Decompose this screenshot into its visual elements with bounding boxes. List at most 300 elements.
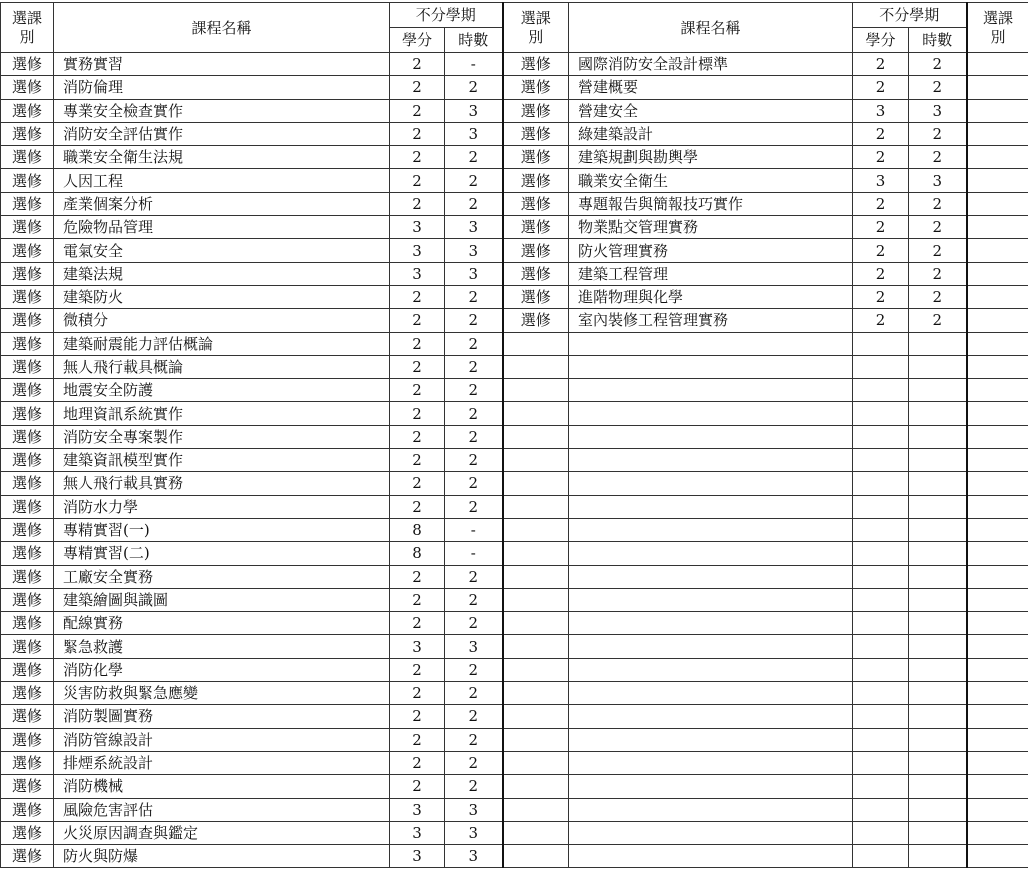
table-row [1,845,1028,868]
right-extra-type [967,821,1028,844]
table-row [1,239,1028,262]
left-course-hours: 2 [445,402,503,425]
left-course-hours: 3 [445,262,503,285]
right-extra-type [967,262,1028,285]
right-course-name [569,588,853,611]
table-row [1,309,1028,332]
right-course-credits [853,612,909,635]
left-course-type: 選修 [1,216,54,239]
right-course-name [569,635,853,658]
right-course-type [503,425,569,448]
left-course-credits: 2 [390,425,445,448]
left-course-name: 建築繪圖與識圖 [54,588,390,611]
right-extra-type [967,635,1028,658]
right-course-credits [853,775,909,798]
table-row [1,53,1028,76]
right-course-hours [909,821,967,844]
right-extra-type [967,705,1028,728]
left-course-name: 排煙系統設計 [54,751,390,774]
right-course-credits [853,682,909,705]
left-course-type: 選修 [1,845,54,868]
right-course-hours [909,518,967,541]
left-course-name: 消防安全專案製作 [54,425,390,448]
right-course-credits [853,565,909,588]
right-course-hours: 2 [909,262,967,285]
left-course-credits: 2 [390,122,445,145]
right-extra-type [967,682,1028,705]
right-course-name: 營建安全 [569,99,853,122]
left-course-type: 選修 [1,76,54,99]
left-course-type: 選修 [1,122,54,145]
left-course-type: 選修 [1,495,54,518]
right-course-type [503,775,569,798]
right-course-name: 進階物理與化學 [569,285,853,308]
right-extra-type [967,775,1028,798]
right-extra-type [967,751,1028,774]
left-course-credits: 2 [390,565,445,588]
right-course-type [503,495,569,518]
right-course-name [569,658,853,681]
table-row [1,518,1028,541]
left-course-hours: 2 [445,285,503,308]
right-course-credits: 2 [853,262,909,285]
table-row [1,705,1028,728]
table-row [1,122,1028,145]
right-extra-type [967,402,1028,425]
right-course-hours [909,658,967,681]
right-extra-type [967,658,1028,681]
table-row [1,612,1028,635]
right-course-hours [909,705,967,728]
left-course-name: 消防管線設計 [54,728,390,751]
right-course-hours [909,472,967,495]
right-course-hours: 2 [909,122,967,145]
left-course-name: 無人飛行載具實務 [54,472,390,495]
right-course-type [503,612,569,635]
left-course-type: 選修 [1,751,54,774]
left-course-type: 選修 [1,169,54,192]
right-extra-type [967,355,1028,378]
right-course-hours: 2 [909,146,967,169]
right-course-credits: 2 [853,216,909,239]
left-course-hours: 3 [445,122,503,145]
header-type-mid-line2: 別 [528,28,544,46]
right-course-hours: 2 [909,76,967,99]
left-course-credits: 2 [390,658,445,681]
right-course-type: 選修 [503,76,569,99]
left-course-name: 產業個案分析 [54,192,390,215]
right-course-credits: 2 [853,239,909,262]
table-row [1,565,1028,588]
right-course-credits: 2 [853,146,909,169]
right-course-credits [853,332,909,355]
left-course-credits: 2 [390,169,445,192]
right-course-hours [909,565,967,588]
right-course-type: 選修 [503,99,569,122]
left-course-credits: 2 [390,449,445,472]
table-row [1,146,1028,169]
right-extra-type [967,379,1028,402]
table-row [1,635,1028,658]
left-course-name: 風險危害評估 [54,798,390,821]
right-course-type: 選修 [503,239,569,262]
left-course-credits: 2 [390,332,445,355]
left-course-type: 選修 [1,449,54,472]
left-course-hours: 2 [445,192,503,215]
right-extra-type [967,425,1028,448]
table-row [1,449,1028,472]
right-course-hours: 2 [909,285,967,308]
right-course-hours [909,588,967,611]
left-course-name: 火災原因調查與鑑定 [54,821,390,844]
left-course-credits: 2 [390,472,445,495]
right-extra-type [967,216,1028,239]
right-extra-type [967,192,1028,215]
right-course-credits: 3 [853,99,909,122]
right-course-credits [853,355,909,378]
right-course-credits [853,588,909,611]
left-course-hours: 2 [445,751,503,774]
left-course-hours: 3 [445,99,503,122]
header-type-mid [503,3,569,53]
left-course-credits: 2 [390,588,445,611]
right-course-type: 選修 [503,146,569,169]
left-course-type: 選修 [1,588,54,611]
right-course-credits [853,635,909,658]
left-course-credits: 2 [390,775,445,798]
right-extra-type [967,309,1028,332]
left-course-hours: 3 [445,845,503,868]
right-course-credits: 2 [853,53,909,76]
right-extra-type [967,169,1028,192]
left-course-type: 選修 [1,705,54,728]
right-course-type [503,472,569,495]
left-course-hours: 2 [445,169,503,192]
right-course-type: 選修 [503,262,569,285]
right-course-credits [853,425,909,448]
left-course-type: 選修 [1,355,54,378]
right-course-hours [909,495,967,518]
header-type-left-line1: 選課 [11,9,42,27]
left-course-name: 消防機械 [54,775,390,798]
table-row [1,262,1028,285]
left-course-hours: 2 [445,705,503,728]
left-course-name: 緊急救護 [54,635,390,658]
table-row [1,775,1028,798]
left-course-hours: 2 [445,355,503,378]
table-row [1,798,1028,821]
left-course-type: 選修 [1,682,54,705]
right-course-credits [853,728,909,751]
left-course-name: 危險物品管理 [54,216,390,239]
right-course-name: 物業點交管理實務 [569,216,853,239]
table-row [1,285,1028,308]
left-course-type: 選修 [1,239,54,262]
left-course-hours: 3 [445,821,503,844]
right-course-credits: 2 [853,309,909,332]
header-type-right [967,3,1028,53]
right-course-credits: 2 [853,76,909,99]
right-course-credits [853,449,909,472]
right-course-type [503,355,569,378]
left-course-type: 選修 [1,775,54,798]
right-course-type [503,402,569,425]
left-course-credits: 2 [390,355,445,378]
left-course-credits: 2 [390,309,445,332]
right-extra-type [967,845,1028,868]
left-course-name: 地理資訊系統實作 [54,402,390,425]
left-course-name: 建築耐震能力評估概論 [54,332,390,355]
left-course-name: 專精實習(二) [54,542,390,565]
header-type-right-line2: 別 [990,28,1006,46]
right-extra-type [967,728,1028,751]
header-hours-right: 時數 [909,28,967,53]
left-course-type: 選修 [1,146,54,169]
left-course-credits: 3 [390,845,445,868]
right-extra-type [967,472,1028,495]
right-course-hours [909,355,967,378]
left-course-credits: 3 [390,635,445,658]
left-course-credits: 2 [390,495,445,518]
left-course-credits: 3 [390,821,445,844]
left-course-hours: 3 [445,635,503,658]
left-course-name: 地震安全防護 [54,379,390,402]
left-course-hours: - [445,53,503,76]
left-course-hours: 2 [445,379,503,402]
right-course-hours: 3 [909,99,967,122]
table-row [1,169,1028,192]
right-course-type [503,635,569,658]
right-course-hours [909,682,967,705]
right-extra-type [967,146,1028,169]
right-course-credits [853,821,909,844]
right-course-type [503,565,569,588]
right-course-name [569,355,853,378]
right-extra-type [967,53,1028,76]
right-course-credits [853,518,909,541]
left-course-credits: 2 [390,682,445,705]
right-course-type: 選修 [503,53,569,76]
right-course-credits: 2 [853,122,909,145]
right-course-type: 選修 [503,309,569,332]
right-course-name: 專題報告與簡報技巧實作 [569,192,853,215]
right-course-type [503,705,569,728]
table-row [1,99,1028,122]
right-course-name [569,425,853,448]
header-semester-right: 不分學期 [853,3,967,28]
left-course-name: 配線實務 [54,612,390,635]
right-course-credits [853,658,909,681]
left-course-type: 選修 [1,472,54,495]
right-course-hours: 2 [909,53,967,76]
left-course-hours: 3 [445,798,503,821]
right-course-credits [853,495,909,518]
left-course-hours: 2 [445,658,503,681]
right-course-hours [909,379,967,402]
right-course-credits [853,402,909,425]
table-row [1,542,1028,565]
left-course-type: 選修 [1,798,54,821]
right-course-name [569,565,853,588]
right-extra-type [967,518,1028,541]
header-credits-left: 學分 [390,28,445,53]
course-table [0,2,1028,868]
left-course-hours: 2 [445,425,503,448]
table-row [1,658,1028,681]
right-extra-type [967,495,1028,518]
right-course-name: 防火管理實務 [569,239,853,262]
right-course-type [503,728,569,751]
header-row-top [1,3,1028,28]
left-course-credits: 2 [390,728,445,751]
left-course-type: 選修 [1,728,54,751]
left-course-hours: 2 [445,495,503,518]
left-course-credits: 3 [390,798,445,821]
left-course-type: 選修 [1,542,54,565]
right-course-type [503,449,569,472]
left-course-type: 選修 [1,518,54,541]
right-extra-type [967,542,1028,565]
left-course-name: 無人飛行載具概論 [54,355,390,378]
left-course-type: 選修 [1,285,54,308]
right-extra-type [967,285,1028,308]
left-course-name: 建築防火 [54,285,390,308]
right-course-type [503,332,569,355]
right-course-hours [909,751,967,774]
header-credits-right: 學分 [853,28,909,53]
left-course-name: 專業安全檢查實作 [54,99,390,122]
left-course-credits: 2 [390,76,445,99]
right-course-type [503,588,569,611]
left-course-type: 選修 [1,262,54,285]
left-course-name: 專精實習(一) [54,518,390,541]
right-course-name [569,821,853,844]
left-course-name: 災害防救與緊急應變 [54,682,390,705]
right-course-name [569,705,853,728]
header-type-mid-line1: 選課 [520,9,551,27]
table-row [1,216,1028,239]
left-course-type: 選修 [1,332,54,355]
table-row [1,355,1028,378]
table-row [1,821,1028,844]
right-course-name: 職業安全衛生 [569,169,853,192]
right-course-name [569,542,853,565]
left-course-credits: 3 [390,239,445,262]
right-course-credits [853,379,909,402]
right-course-hours: 2 [909,192,967,215]
right-extra-type [967,588,1028,611]
right-course-type: 選修 [503,122,569,145]
left-course-credits: 3 [390,216,445,239]
header-semester-left: 不分學期 [390,3,503,28]
right-course-credits: 3 [853,169,909,192]
left-course-hours: 3 [445,216,503,239]
right-extra-type [967,76,1028,99]
left-course-type: 選修 [1,658,54,681]
right-course-type [503,845,569,868]
right-extra-type [967,332,1028,355]
right-course-name [569,798,853,821]
right-course-hours [909,449,967,472]
left-course-credits: 2 [390,751,445,774]
header-type-left [1,3,54,53]
table-row [1,728,1028,751]
table-row [1,472,1028,495]
left-course-hours: 2 [445,612,503,635]
right-course-hours [909,425,967,448]
left-course-credits: 2 [390,146,445,169]
left-course-name: 防火與防爆 [54,845,390,868]
left-course-name: 實務實習 [54,53,390,76]
left-course-name: 建築資訊模型實作 [54,449,390,472]
right-course-credits [853,798,909,821]
right-course-type [503,821,569,844]
table-row [1,682,1028,705]
left-course-name: 電氣安全 [54,239,390,262]
left-course-credits: 3 [390,262,445,285]
left-course-name: 消防倫理 [54,76,390,99]
right-course-name: 綠建築設計 [569,122,853,145]
right-course-type [503,518,569,541]
left-course-hours: 2 [445,565,503,588]
right-course-name [569,518,853,541]
right-course-name [569,728,853,751]
left-course-type: 選修 [1,425,54,448]
right-course-type [503,379,569,402]
right-course-name [569,402,853,425]
left-course-hours: 2 [445,309,503,332]
right-course-type [503,798,569,821]
right-course-hours [909,332,967,355]
header-type-right-line1: 選課 [983,9,1014,27]
header-name-right: 課程名稱 [569,3,853,53]
left-course-hours: 3 [445,239,503,262]
right-course-type: 選修 [503,169,569,192]
left-course-credits: 2 [390,99,445,122]
right-course-credits [853,472,909,495]
left-course-name: 消防化學 [54,658,390,681]
left-course-name: 建築法規 [54,262,390,285]
right-extra-type [967,99,1028,122]
left-course-name: 人因工程 [54,169,390,192]
left-course-name: 工廠安全實務 [54,565,390,588]
table-row [1,76,1028,99]
header-type-left-line2: 別 [19,28,35,46]
right-course-hours: 2 [909,239,967,262]
left-course-credits: 2 [390,53,445,76]
left-course-hours: 2 [445,728,503,751]
right-course-hours [909,612,967,635]
table-row [1,402,1028,425]
right-course-name [569,845,853,868]
right-course-name: 建築規劃與勘輿學 [569,146,853,169]
right-course-hours [909,728,967,751]
left-course-type: 選修 [1,309,54,332]
right-course-credits [853,751,909,774]
right-extra-type [967,239,1028,262]
right-course-name [569,775,853,798]
right-course-type: 選修 [503,216,569,239]
left-course-name: 消防製圖實務 [54,705,390,728]
right-course-type [503,751,569,774]
header-name-left: 課程名稱 [54,3,390,53]
right-course-hours: 2 [909,309,967,332]
left-course-credits: 2 [390,192,445,215]
left-course-credits: 8 [390,542,445,565]
left-course-hours: 2 [445,449,503,472]
right-course-hours: 2 [909,216,967,239]
right-course-hours [909,798,967,821]
